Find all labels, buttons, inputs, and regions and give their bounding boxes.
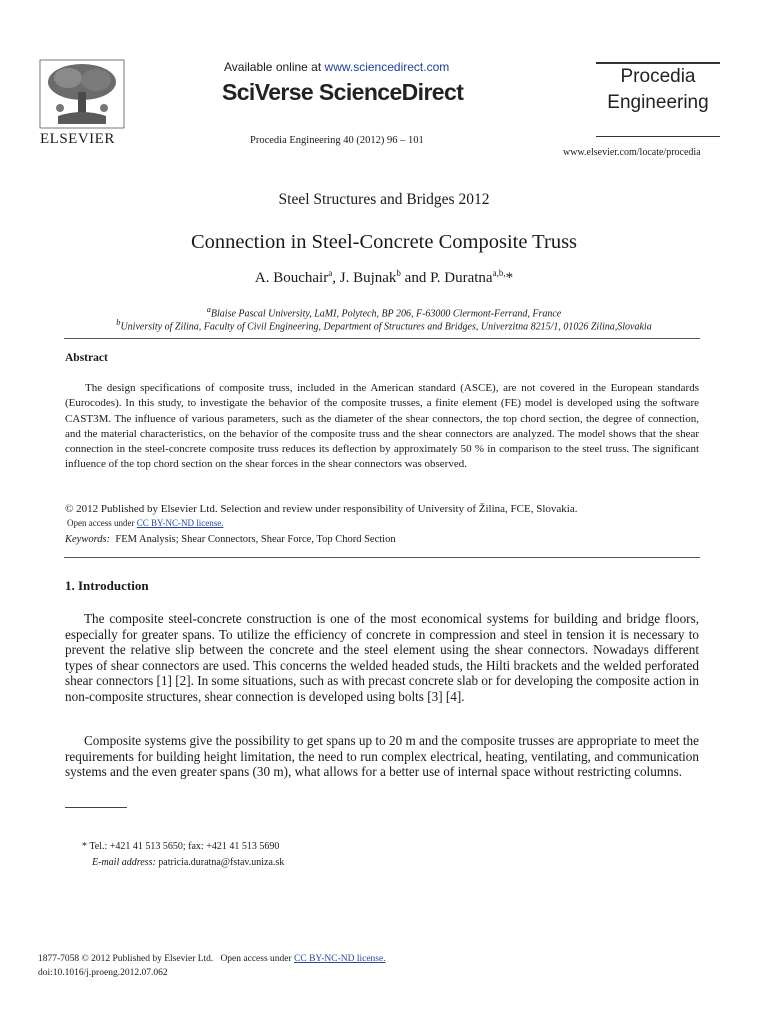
abstract-bottom-rule [64, 557, 700, 558]
footnote-email [92, 857, 284, 868]
open-access-line [67, 518, 223, 528]
author-affiliation-mark: a [328, 268, 333, 278]
author-list [0, 268, 768, 287]
author-name: J. Bujnak [339, 270, 397, 286]
footnote-rule [65, 807, 127, 808]
copyright-line: © 2012 Published by Elsevier Ltd. Selection and review under responsibility of University of Žilina, FCE, Slovakia. [65, 503, 578, 515]
journal-logo-box [596, 62, 720, 137]
email-address[interactable]: patricia.duratna@fstav.uniza.sk [158, 857, 285, 868]
author-affiliation-mark: a,b, [492, 268, 506, 278]
abstract-heading: Abstract [65, 352, 108, 364]
elsevier-wordmark: ELSEVIER [40, 131, 115, 147]
affiliation-a-text: Blaise Pascal University, LaMI, Polytech, BP 206, F-63000 Clermont-Ferrand, France [210, 308, 562, 320]
footer-open-access-prefix: Open access under [220, 954, 295, 964]
open-access-prefix: Open access under [67, 518, 137, 528]
corresponding-author-star: * [505, 270, 514, 286]
journal-url[interactable]: www.elsevier.com/locate/procedia [563, 147, 701, 158]
affiliation-b [0, 318, 768, 332]
keywords-label: Keywords: [65, 534, 111, 545]
author-name: P. Duratna [430, 270, 493, 286]
author-affiliation-mark: b [396, 268, 401, 278]
keywords-line [65, 534, 396, 545]
intro-paragraph-2: Composite systems give the possibility to get spans up to 20 m and the composite trusses are appropriate to meet the requirements for building height limitation, the need to run complex electrical, heating, ventilating, and communication systems and the even greater spans (30 m), what allows for a better use of internal space without restricting columns. [65, 733, 699, 779]
footer-doi[interactable]: doi:10.1016/j.proeng.2012.07.062 [38, 968, 168, 978]
section-heading-introduction: 1. Introduction [65, 578, 149, 593]
affiliation-a-mark: a [206, 305, 211, 314]
journal-name-line1: Procedia [620, 66, 696, 87]
footer-license-link[interactable]: CC BY-NC-ND license. [294, 954, 386, 964]
paper-title: Connection in Steel-Concrete Composite Truss [190, 231, 578, 253]
available-prefix: Available online at [224, 60, 325, 74]
footnote-telephone: * Tel.: +421 41 513 5650; fax: +421 41 513 5690 [82, 841, 280, 852]
elsevier-tree-logo [38, 58, 126, 130]
abstract-text: The design specifications of composite truss, included in the American standard (ASCE), are not covered in the European standards (Eurocodes). In this study, to investigate the behavior of the composite trusses, a finite element (FE) model is developed using the software CAST3M. The influence of various parameters, such as the diameter of the shear connectors, the top chord section, the degree of connection, and the material characteristics, on the behavior of the composite truss and the shear connectors are analyzed. The model shows that the shear connection in the steel-concrete composite truss reduces its deflection by approximately 50 % in comparison to the steel truss. The significant influence of the top chord section on the shear forces in the shear connectors was observed. [65, 382, 699, 471]
conference-name: Steel Structures and Bridges 2012 [278, 191, 490, 208]
sciverse-sciencedirect-logo: SciVerse ScienceDirect [222, 79, 464, 105]
intro-paragraph-1: The composite steel-concrete construction is one of the most economical systems for building and bridge floors, especially for greater spans. To utilize the efficiency of concrete in compression and steel in tension it is necessary to prevent the relative slip between the concrete and the steel element using the shear connectors. Nowadays different types of shear connectors are used. This concerns the welded headed studs, the Hilti brackets and the welded perforated shear connectors [1] [2]. In some situations, such as with precast concrete slab or for developing the composite action in non-composite structures, shear connection is developed using bolts [3] [4]. [65, 611, 699, 704]
author-name: A. Bouchair [254, 270, 329, 286]
affiliation-b-mark: b [116, 318, 121, 327]
footer-issn-line [38, 954, 386, 964]
available-online-line [224, 60, 449, 74]
author-separator: and [400, 270, 431, 286]
keywords-text: FEM Analysis; Shear Connectors, Shear Force, Top Chord Section [115, 534, 396, 545]
license-link[interactable]: CC BY-NC-ND license. [136, 518, 224, 528]
sciencedirect-link[interactable]: www.sciencedirect.com [324, 60, 450, 74]
affiliation-b-text: University of Zilina, Faculty of Civil Engineering, Department of Structures and Bridges, Univerzitna 8215/1, 01026 Zilina,Slovakia [120, 321, 652, 333]
footer-issn: 1877-7058 © 2012 Published by Elsevier Ltd. [38, 954, 214, 964]
journal-name-line2: Engineering [607, 92, 709, 113]
author-separator: , [332, 270, 340, 286]
abstract-top-rule [64, 338, 700, 339]
email-label: E-mail address: [92, 857, 156, 868]
journal-citation: Procedia Engineering 40 (2012) 96 – 101 [250, 135, 424, 146]
